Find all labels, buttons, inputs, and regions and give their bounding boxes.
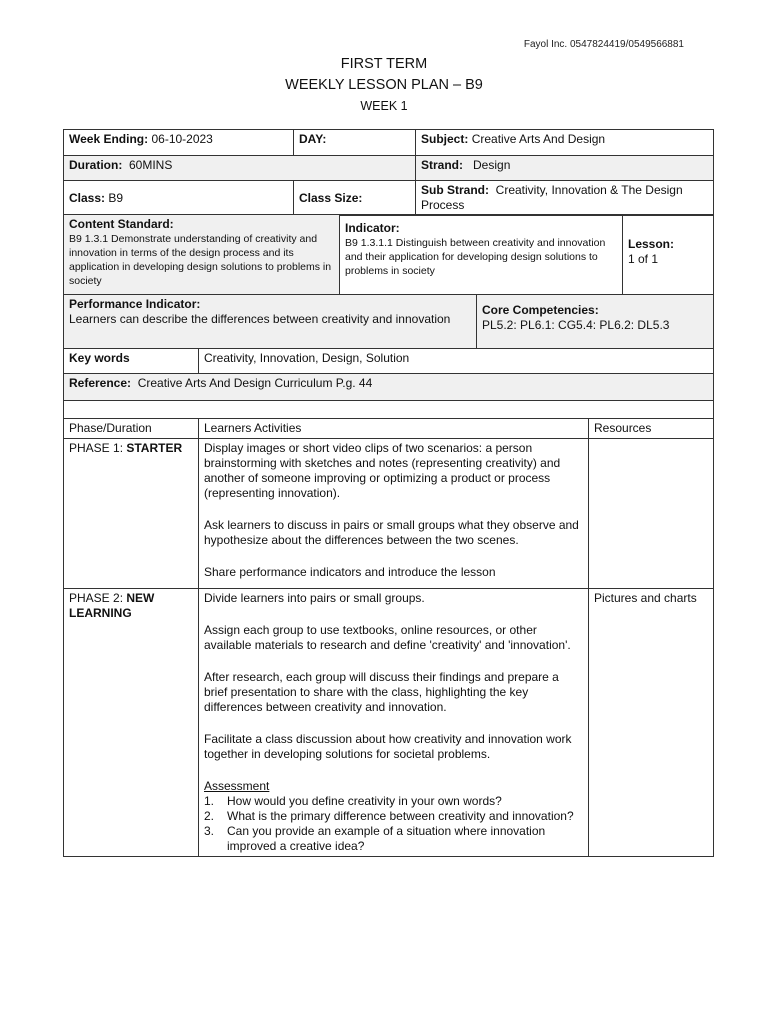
duration-row xyxy=(64,156,714,181)
sub-strand-cell: Sub Strand: Creativity, Innovation & The Design Process xyxy=(416,181,714,216)
performance-row xyxy=(64,295,714,349)
term-title: FIRST TERM xyxy=(340,56,428,72)
phase1-label-cell: PHASE 1: STARTER xyxy=(64,439,199,589)
assessment-heading: Assessment xyxy=(204,779,270,793)
class-row xyxy=(64,181,714,216)
title-block xyxy=(0,54,768,116)
plan-title: WEEKLY LESSON PLAN – B9 xyxy=(285,77,483,93)
phases-table xyxy=(63,418,714,857)
lesson-cell: Lesson: 1 of 1 xyxy=(623,215,714,295)
class-cell: Class: B9 xyxy=(64,181,294,216)
week-row xyxy=(64,130,714,156)
phase2-resources-cell: Pictures and charts xyxy=(589,589,714,857)
standards-table xyxy=(63,214,714,295)
company-contact: Fayol Inc. 0547824419/0549566881 xyxy=(523,39,684,50)
phase2-paragraph: After research, each group will discuss their findings and prepare a brief presentation to share with the class, highlighting the key differences between creativity and innovation. xyxy=(204,670,559,714)
info-table-top xyxy=(63,129,714,216)
subject-cell: Subject: Creative Arts And Design xyxy=(416,130,714,156)
keywords-table xyxy=(63,348,714,374)
reference-cell: Reference: Creative Arts And Design Curriculum P.g. 44 xyxy=(64,374,714,401)
phases-header-row xyxy=(64,419,714,439)
assessment-list xyxy=(204,794,583,854)
phase2-label-cell: PHASE 2: NEW LEARNING xyxy=(64,589,199,857)
phase1-paragraph: Ask learners to discuss in pairs or small groups what they observe and hypothesize about the differences between the two scenes. xyxy=(204,518,579,547)
assessment-question: 2. What is the primary difference between creativity and innovation? xyxy=(204,809,574,823)
content-standard-cell: Content Standard: B9 1.3.1 Demonstrate understanding of creativity and innovation in terms of the design process and its application in developing design solutions to problems in society xyxy=(64,215,340,295)
week-title: WEEK 1 xyxy=(360,99,408,113)
col-phase-header: Phase/Duration xyxy=(64,419,199,439)
phase2-paragraph: Divide learners into pairs or small groups. xyxy=(204,591,425,605)
week-ending-cell: Week Ending: 06-10-2023 xyxy=(64,130,294,156)
spacer-cell xyxy=(64,401,714,419)
phase1-row xyxy=(64,439,714,589)
phase2-activities-cell xyxy=(199,589,589,857)
reference-table xyxy=(63,373,714,419)
assessment-question: 3. Can you provide an example of a situation where innovation improved a creative idea? xyxy=(204,824,546,853)
standards-row xyxy=(64,215,714,295)
phase1-paragraph: Display images or short video clips of two scenarios: a person brainstorming with sketches and notes (representing creativity) and another of someone improving or optimizing a product or process (representing innovation). xyxy=(204,441,561,500)
phase2-paragraph: Assign each group to use textbooks, online resources, or other available materials to research and define 'creativity' and 'innovation'. xyxy=(204,623,571,652)
phase1-paragraph: Share performance indicators and introduce the lesson xyxy=(204,565,496,579)
strand-cell: Strand: Design xyxy=(416,156,714,181)
keywords-value-cell: Creativity, Innovation, Design, Solution xyxy=(199,349,714,374)
keywords-label-cell: Key words xyxy=(64,349,199,374)
phase2-row xyxy=(64,589,714,857)
reference-row xyxy=(64,374,714,401)
keywords-row xyxy=(64,349,714,374)
col-activities-header: Learners Activities xyxy=(199,419,589,439)
assessment-question: 1. How would you define creativity in your own words? xyxy=(204,794,502,808)
core-competencies-cell: Core Competencies: PL5.2: PL6.1: CG5.4: PL6.2: DL5.3 xyxy=(477,295,714,349)
col-resources-header: Resources xyxy=(589,419,714,439)
phase1-activities-cell xyxy=(199,439,589,589)
day-cell: DAY: xyxy=(294,130,416,156)
duration-cell: Duration: 60MINS xyxy=(64,156,416,181)
indicator-cell: Indicator: B9 1.3.1.1 Distinguish between creativity and innovation and their application for developing design solutions to problems in society xyxy=(340,215,623,295)
phase2-paragraph: Facilitate a class discussion about how creativity and innovation work together in developing solutions for societal problems. xyxy=(204,732,572,761)
performance-table xyxy=(63,294,714,349)
spacer-row xyxy=(64,401,714,419)
performance-indicator-cell: Performance Indicator: Learners can describe the differences between creativity and innovation xyxy=(64,295,477,349)
class-size-cell: Class Size: xyxy=(294,181,416,216)
phase1-resources-cell xyxy=(589,439,714,589)
